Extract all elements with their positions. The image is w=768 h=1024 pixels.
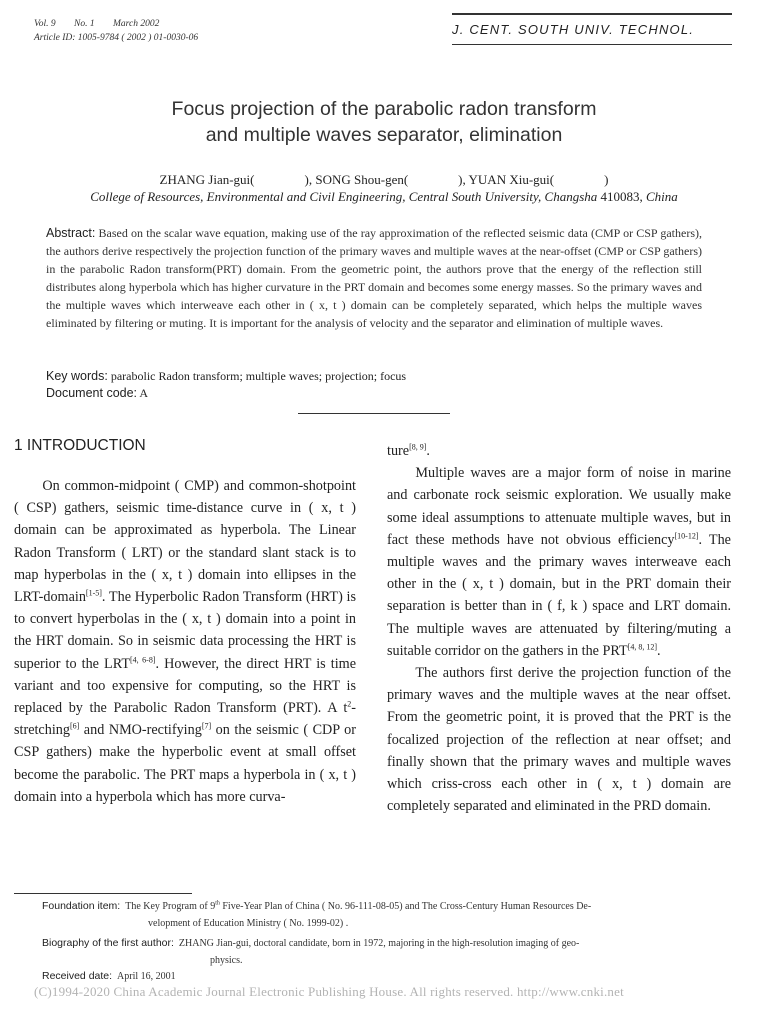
text-run: ZHANG Jian-gui, doctoral candidate, born in 1972, majoring in the high-resolution imaging of geo- (178, 938, 580, 949)
header-rule-top (452, 13, 732, 15)
intro-paragraph-3: The authors first derive the projection function of the primary waves and the multiple waves at the near offset. From the geometric point, it is proved that the PRT is the focalized projection of the reflection at near offset; and finally shown that the primary waves and multiple waves which criss-cross each other in ( x, t ) domain are completely separated and eliminated in the PRD domain. (387, 665, 731, 815)
footnote-received (42, 968, 176, 985)
text-run: The Key Program of 9 (125, 901, 216, 912)
citation[interactable]: [1-5] (85, 588, 102, 598)
issue-date: March 2002 (112, 19, 160, 29)
intro-paragraph-1 (14, 475, 356, 808)
abstract (46, 224, 702, 332)
affiliation-country: China (646, 189, 678, 204)
citation[interactable]: [6] (69, 721, 80, 731)
paper-title (60, 96, 708, 148)
citation[interactable]: [8, 9] (409, 442, 427, 452)
citation[interactable]: [4, 8, 12] (627, 642, 658, 652)
citation[interactable]: [7] (201, 721, 212, 731)
affiliation-postcode: 410083, (600, 189, 643, 204)
keywords-label: Key words: (46, 369, 108, 383)
title-line-2: and multiple waves separator, elimination (205, 124, 563, 146)
footnote-foundation (42, 898, 732, 932)
author-3: , YUAN Xiu-gui( (462, 172, 555, 187)
foundation-continuation: velopment of Education Ministry ( No. 1999-02) . (148, 918, 349, 929)
document-code (46, 385, 148, 402)
text-run: ture (387, 443, 410, 459)
superscript: 2 (347, 699, 352, 709)
received-label: Received date: (42, 970, 113, 982)
section-heading-introduction: 1 INTRODUCTION (14, 437, 146, 454)
received-date: April 16, 2001 (117, 971, 176, 982)
citation[interactable]: [10-12] (674, 531, 699, 541)
text-run: Five-Year Plan of China ( No. 96-111-08-05) and The Cross-Century Human Resources De- (219, 901, 592, 912)
text-run: On common-midpoint ( CMP) and common-shotpoint ( CSP) gathers, seismic time-distance curve in ( x, t ) domain can be approximated as hyperbola. The Linear Radon Transform ( LRT) or the standard slant stack is to map hyperbolas in the ( x, t ) domain into ellipses in the LRT-domain (14, 478, 356, 606)
author-2-close: ) (458, 172, 463, 187)
biography-continuation: physics. (210, 955, 243, 966)
text-run: . (426, 443, 430, 459)
keywords (46, 368, 406, 385)
article-id: Article ID: 1005-9784 ( 2002 ) 01-0030-06 (34, 33, 199, 43)
title-line-1: Focus projection of the parabolic radon transform (171, 98, 597, 120)
footnote-biography (42, 935, 732, 969)
biography-label: Biography of the first author: (42, 937, 174, 949)
footnote-rule (14, 893, 192, 894)
left-column (14, 475, 356, 808)
text-run: and NMO-rectifying (79, 722, 202, 739)
author-1: ZHANG Jian-gui( (159, 172, 255, 187)
abstract-separator (298, 413, 450, 414)
journal-meta (34, 17, 198, 45)
text-run: on the seismic ( CDP or CSP gathers) make the hyperbolic event at small offset become the parabolic. The PRT maps a hyperbola in ( x, t ) domain into a hyperbola which has more curva- (14, 722, 356, 805)
text-run: . (657, 642, 661, 659)
author-3-close: ) (604, 172, 609, 187)
text-run: . The multiple waves and the primary waves interweave each other in the ( x, t ) domain, but in the PRT domain their separation is better than in ( f, k ) space and LRT domain. The multiple waves are attenuated by filtering/muting a suitable corridor on the gathers in the PRT (387, 531, 731, 659)
intro-paragraph-2 (387, 462, 731, 662)
text-run: -stretching (14, 700, 356, 739)
journal-name: J. CENT. SOUTH UNIV. TECHNOL. (452, 22, 695, 37)
foundation-label: Foundation item: (42, 900, 121, 912)
copyright-watermark: (C)1994-2020 China Academic Journal Electronic Publishing House. All rights reserved. http://www.cnki.net (34, 984, 624, 999)
text-run: Multiple waves are a major form of noise in marine and carbonate rock seismic exploration. We usually make some ideal assumptions to attenuate multiple waves, but in fact these methods have not obvious efficiency (387, 465, 731, 548)
keywords-text: parabolic Radon transform; multiple waves; projection; focus (110, 369, 407, 383)
abstract-label: Abstract: (46, 226, 96, 240)
text-run: . However, the direct HRT is time variant and too expensive for computing, so the HRT is replaced by the Parabolic Radon Transform (PRT). A t (14, 655, 356, 717)
author-list (60, 172, 708, 188)
affiliation (20, 189, 748, 205)
issue: No. 1 (74, 19, 95, 29)
volume: Vol. 9 (34, 19, 56, 29)
intro-paragraph-1-continued (387, 440, 731, 462)
affiliation-text: College of Resources, Environmental and Civil Engineering, Central South University, Changsha (90, 189, 598, 204)
document-code-value: A (139, 386, 149, 400)
citation[interactable]: [4, 6-8] (130, 654, 156, 664)
abstract-text: Based on the scalar wave equation, making use of the ray approximation of the reflected seismic data (CMP or CSP gathers), the authors derive respectively the projection function of the primary waves and multiple waves at the near-offset (CMP or CSP gathers) in the parabolic Radon transform(PRT) domain. From the geometric point, the authors prove that the energy of the reflection still distributes along hyperbola which has higher curvature in the PRT domain and becomes some energy masses. So the primary waves and the multiple waves which interweave each other in ( x, t ) domain can be completely separated, which helps the multiple waves eliminated by filtering or muting. It is important for the analysis of velocity and the separator and elimination of multiple waves. (46, 226, 703, 330)
header-rule-bottom (452, 44, 732, 45)
text-run: . The Hyperbolic Radon Transform (HRT) is to convert hyperbolas in the ( x, t ) domain into a point in the HRT domain. So in seismic data processing the HRT is superior to the LRT (14, 589, 356, 672)
right-column (387, 440, 731, 817)
author-1-close: ) (304, 172, 309, 187)
author-2: , SONG Shou-gen( (308, 172, 409, 187)
document-code-label: Document code: (46, 386, 138, 400)
superscript: th (215, 900, 220, 907)
